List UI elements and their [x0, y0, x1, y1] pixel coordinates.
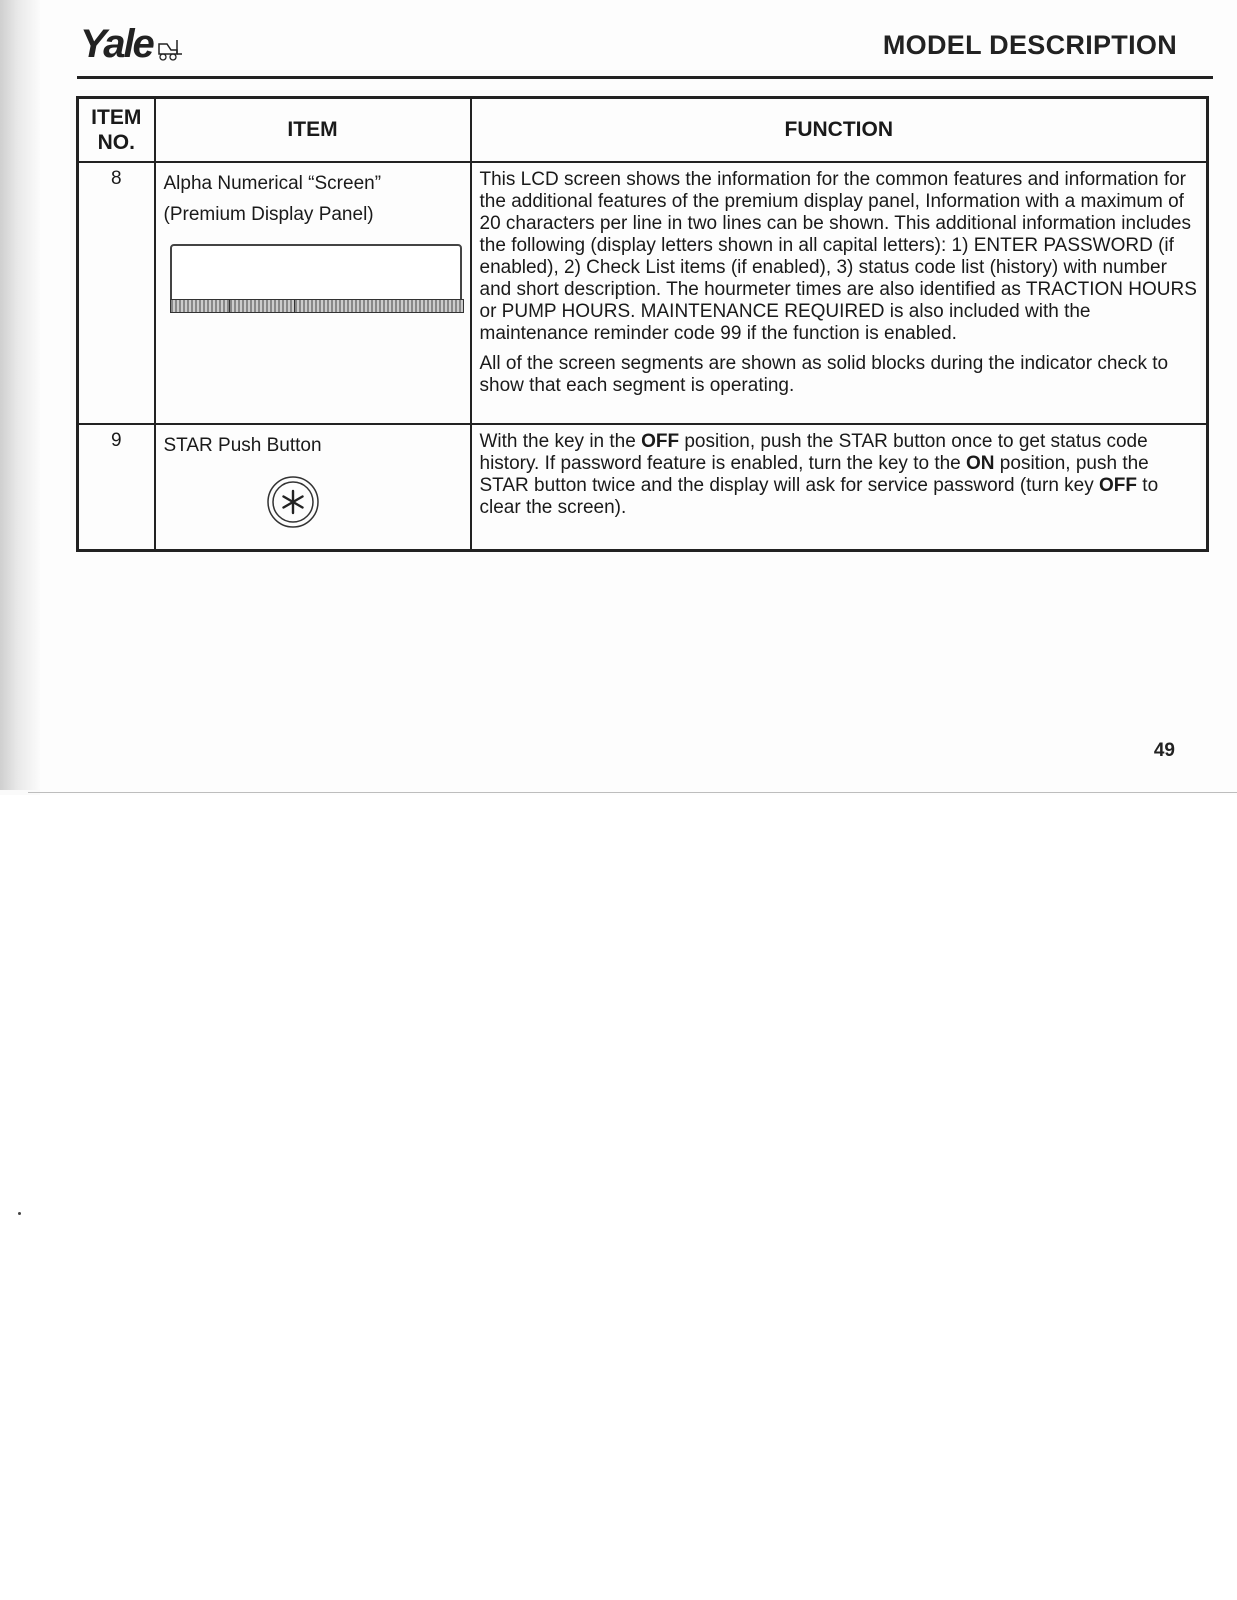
header-item-no	[78, 98, 155, 163]
item-subname: (Premium Display Panel)	[163, 204, 374, 225]
function-text: All of the screen segments are shown as solid blocks during the indicator check to show that each segment is operating.	[479, 353, 1169, 396]
function-cell	[471, 162, 1208, 424]
page-edge	[28, 792, 1237, 793]
header-item-no-line2: NO.	[97, 131, 135, 154]
table-header-row	[78, 98, 1208, 163]
table-row	[78, 424, 1208, 550]
page-number: 49	[1153, 740, 1175, 761]
header-function: FUNCTION	[471, 98, 1208, 163]
function-cell	[471, 424, 1208, 550]
item-cell	[155, 162, 471, 424]
function-text: This LCD screen shows the information for the common features and information for the additional features of the premium display panel, Information with a maximum of 20 characters per line in two lines can be shown. This additional information includes the following (display letters shown in all capital letters): 1) ENTER PASSWORD (if enabled), 2) Check List items (if enabled), 3) status code list (history) with number and short description. The hourmeter times are also identified as TRACTION HOURS or PUMP HOURS. MAINTENANCE REQUIRED is also included with the maintenance reminder code 99 if the function is enabled.	[479, 169, 1197, 344]
model-description-table	[76, 96, 1209, 552]
item-cell	[155, 424, 471, 550]
forklift-icon	[155, 36, 183, 62]
yale-logo	[80, 18, 183, 66]
section-title: MODEL DESCRIPTION	[882, 30, 1177, 60]
logo-text: Yale	[80, 22, 153, 66]
header-item: ITEM	[155, 98, 471, 163]
header-divider	[77, 76, 1213, 79]
scan-speck	[18, 1212, 21, 1215]
item-number: 9	[78, 424, 155, 550]
table-row	[78, 162, 1208, 424]
lcd-screen-icon	[170, 244, 462, 308]
binding-shadow	[0, 0, 40, 790]
item-name: STAR Push Button	[163, 435, 322, 456]
function-text: With the key in the OFF position, push the STAR button once to get status code history. If password feature is enabled, turn the key to the ON position, push the STAR button twice and the display will ask for service password (turn key OFF to clear the screen).	[479, 431, 1159, 518]
item-number: 8	[78, 162, 155, 424]
header-item-no-line1: ITEM	[91, 106, 142, 129]
item-name: Alpha Numerical “Screen”	[163, 173, 382, 194]
star-button-icon	[266, 475, 320, 529]
